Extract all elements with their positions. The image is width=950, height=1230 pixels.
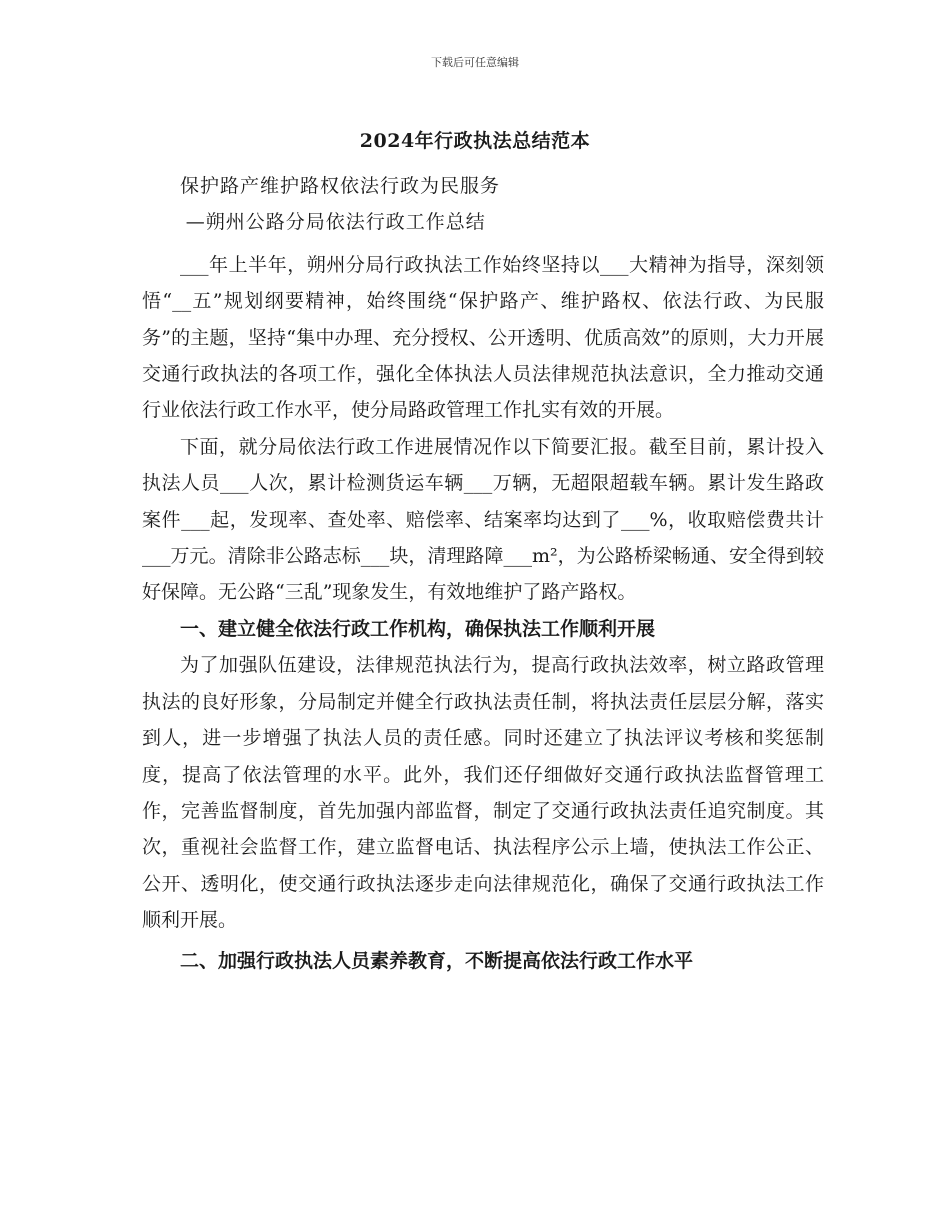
paragraph-section-1: 为了加强队伍建设，法律规范执法行为，提高行政执法效率，树立路政管理执法的良好形象，分局制定并健全行政执法责任制，将执法责任层层分解，落实到人，进一步增强了执法人员的责任感。同时还建立了执法评议考核和奖惩制度，提高了依法管理的水平。此外，我们还仔细做好交通行政执法监督管理工作，完善监督制度，首先加强内部监督，制定了交通行政执法责任追究制度。其次，重视社会监督工作，建立监督电话、执法程序公示上墙，使执法工作公正、公开、透明化，使交通行政执法逐步走向法律规范化，确保了交通行政执法工作顺利开展。 — [142, 654, 824, 932]
document-title: 2024年行政执法总结范本 — [359, 130, 591, 152]
document-subtitle-secondary: —朔州公路分局依法行政工作总结 — [185, 211, 486, 234]
paragraph-summary: 下面，就分局依法行政工作进展情况作以下简要汇报。截至目前，累计投入执法人员___人次，累计检测货运车辆___万辆，无超限超载车辆。累计发生路政案件___起，发现率、查处率、赔偿率、结案率均达到了___%，收取赔偿费共计___万元。清除非公路志标___块，清理路障___m²，为公路桥梁畅通、安全得到较好保障。无公路“三乱”现象发生，有效地维护了路产路权。 — [142, 435, 824, 604]
section-heading-1: 一、建立健全依法行政工作机构，确保执法工作顺利开展 — [180, 617, 656, 640]
document-body — [142, 168, 824, 979]
document-subtitle: 保护路产维护路权依法行政为民服务 — [180, 175, 501, 197]
page-header-note: 下载后可任意编辑 — [431, 56, 519, 69]
paragraph-intro: ___年上半年，朔州分局行政执法工作始终坚持以___大精神为指导，深刻领悟“__五”规划纲要精神，始终围绕“保护路产、维护路权、依法行政、为民服务”的主题，坚持“集中办理、充分授权、公开透明、优质高效”的原则，大力开展交通行政执法的各项工作，强化全体执法人员法律规范执法意识，全力推动交通行业依法行政工作水平，使分局路政管理工作扎实有效的开展。 — [142, 253, 824, 422]
section-heading-2: 二、加强行政执法人员素养教育，不断提高依法行政工作水平 — [180, 949, 694, 972]
